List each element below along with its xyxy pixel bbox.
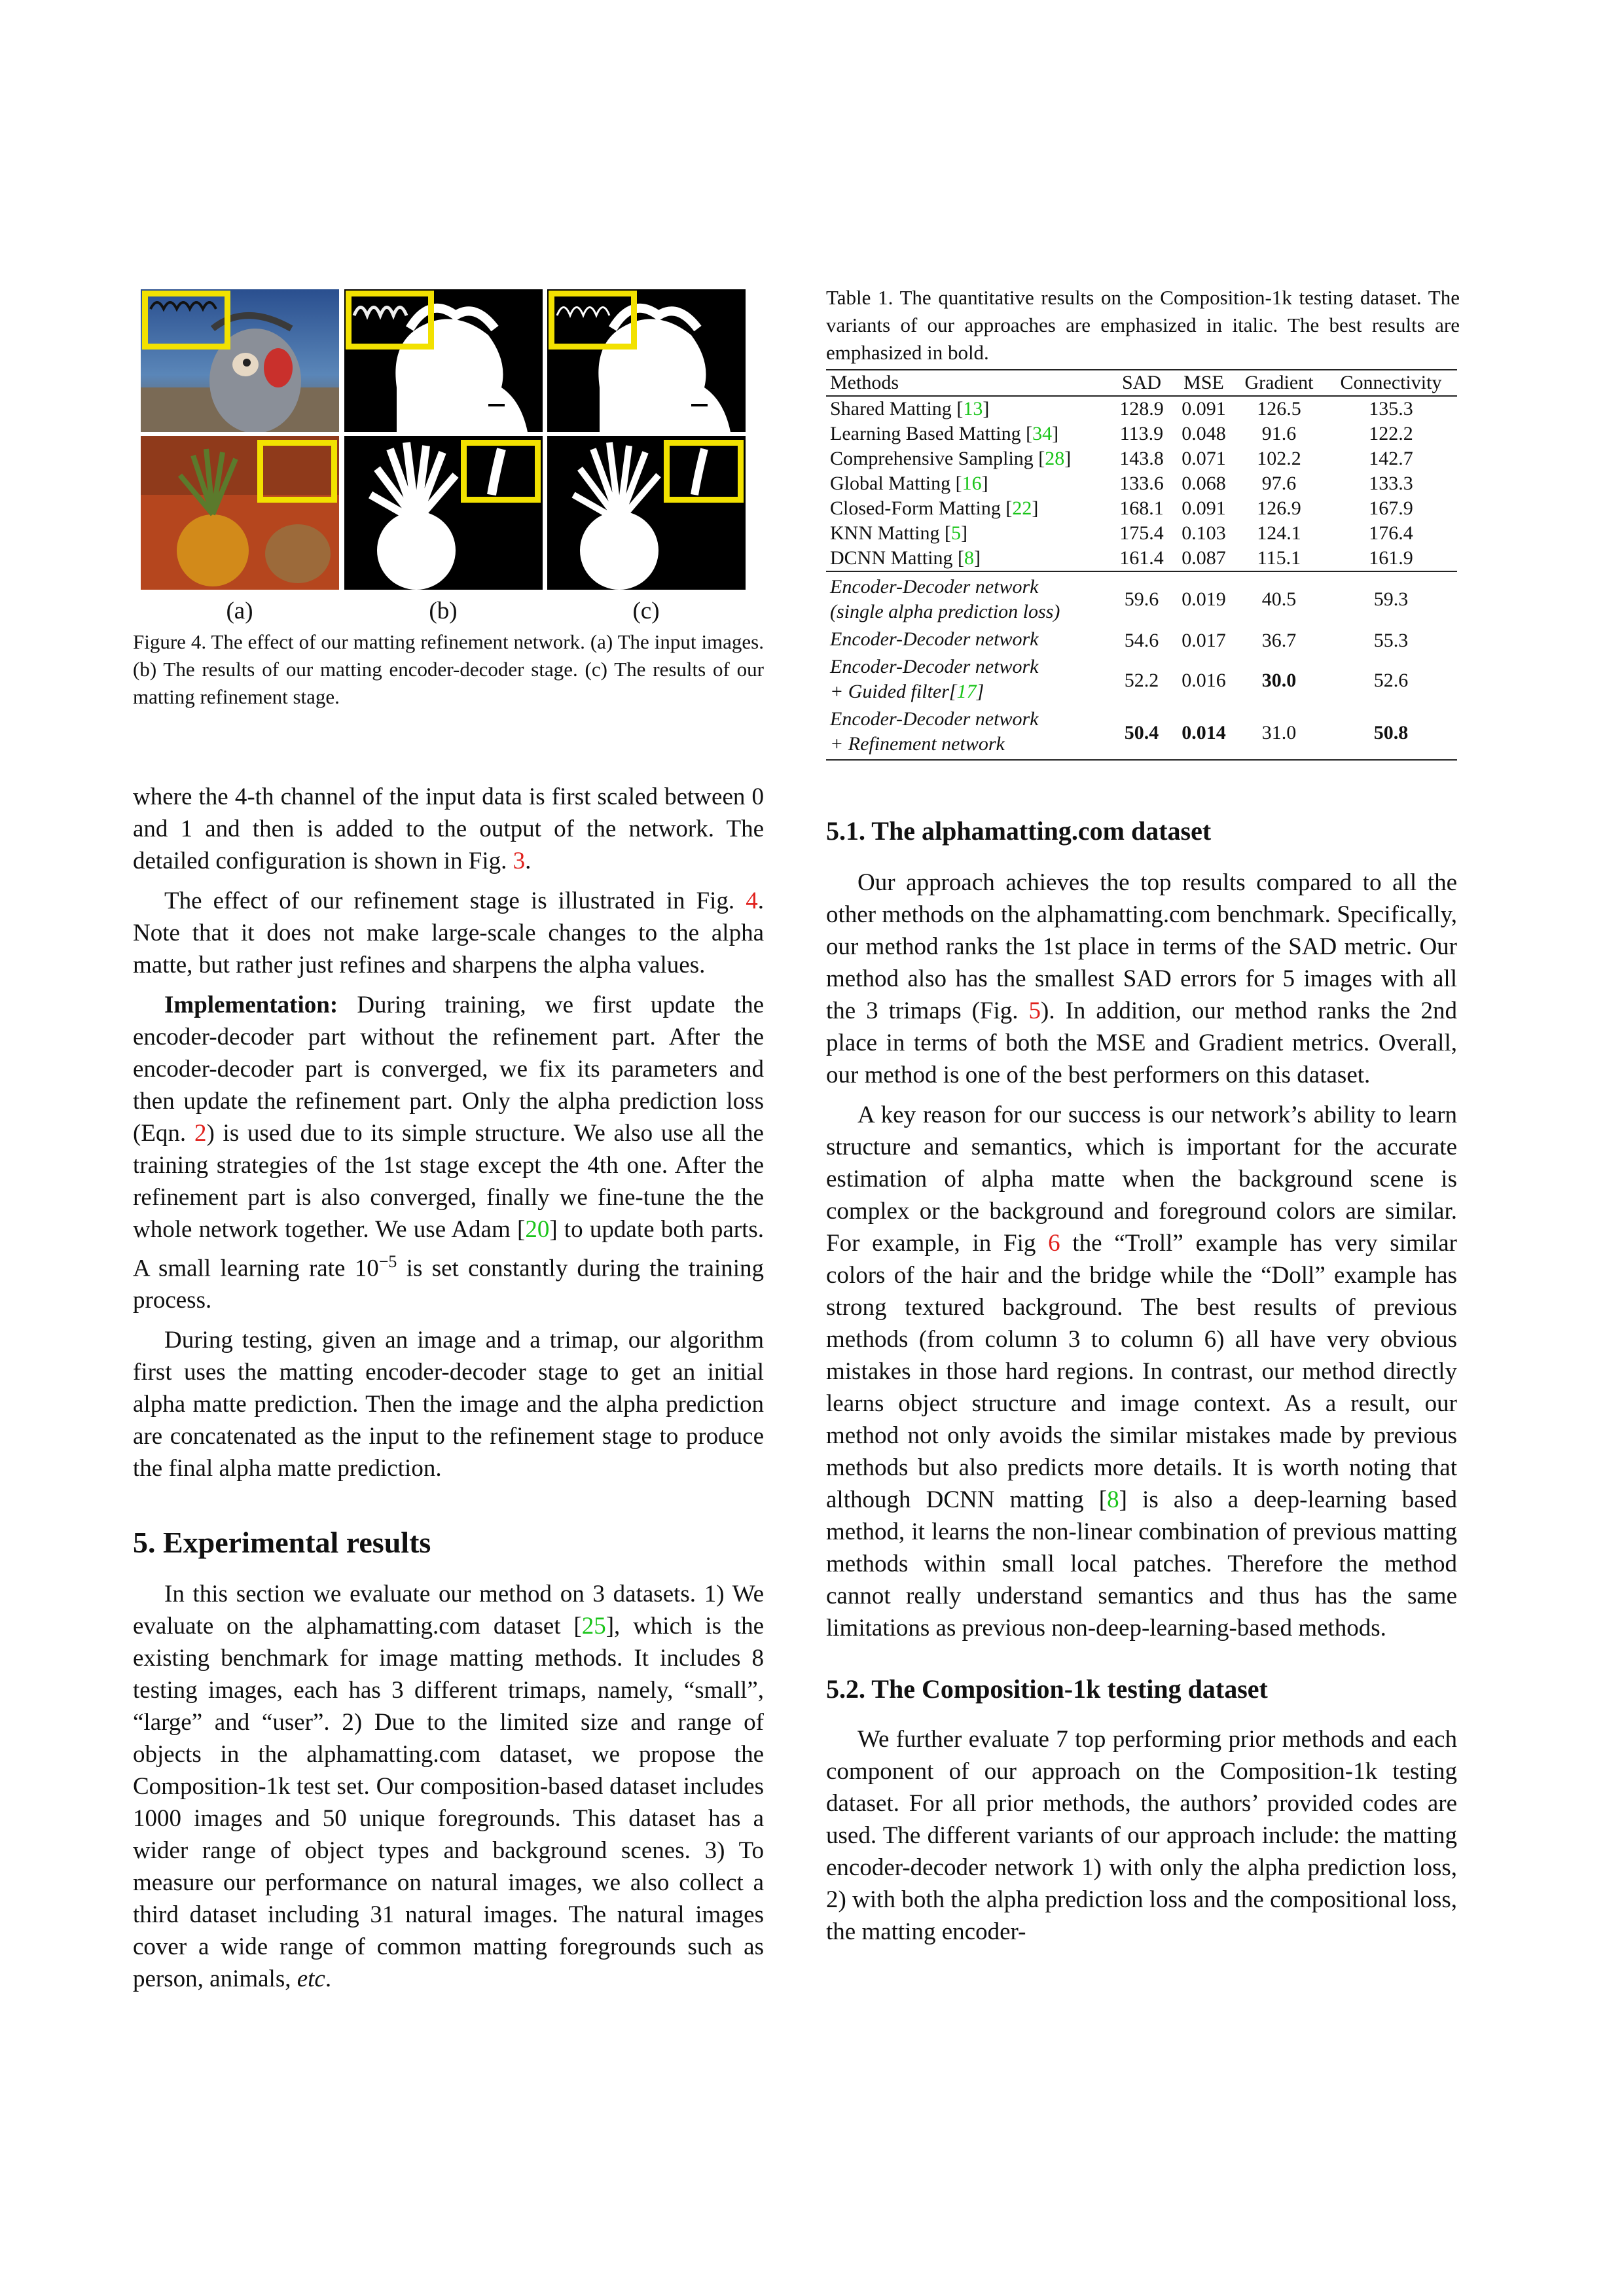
cell-mse: 0.091: [1182, 398, 1226, 420]
table-1-caption: Table 1. The quantitative results on the Composition-1k testing dataset. The variants of our approaches are emphasized in italic. The best results are emphasized in bold.: [826, 286, 1460, 364]
citation-link[interactable]: 8: [964, 547, 974, 569]
paragraph-heading: Implementation:: [164, 992, 338, 1018]
subsection-title: 5.2. The Composition-1k testing dataset: [826, 1674, 1268, 1704]
cell-gradient: 115.1: [1257, 547, 1301, 569]
cell-gradient-best: 30.0: [1261, 670, 1297, 691]
cell-mse: 0.103: [1182, 522, 1226, 544]
col-header: Connectivity: [1325, 370, 1457, 396]
paragraph: The effect of our refinement stage is illustrated in Fig. 4. Note that it does not make large-scale changes to the alpha matte, but rather just refines and sharpens the alpha values.: [133, 888, 764, 978]
citation-link[interactable]: 16: [962, 473, 982, 494]
paragraph: We further evaluate 7 top performing prior methods and each component of our approach on the Composition-1k testing dataset. For all prior methods, the authors’ provided codes are used. The different variants of our approach include: the matting encoder-decoder network 1) with only the alpha prediction loss, 2) with both the alpha prediction loss and the compositional loss, the matting encoder-: [826, 1726, 1457, 1945]
equation-ref-link[interactable]: 2: [194, 1120, 207, 1147]
cell-connectivity-best: 50.8: [1325, 707, 1457, 760]
figure-4b-pineapple-alpha: [344, 436, 543, 590]
cell-sad: 168.1: [1119, 497, 1164, 519]
cell-connectivity: 161.9: [1369, 547, 1413, 569]
variant-detail: (single alpha prediction loss): [830, 601, 1060, 622]
table-row-variant: [826, 627, 1457, 655]
zoom-box: [549, 291, 637, 350]
cell-mse: 0.016: [1182, 670, 1226, 691]
variant-name: Encoder-Decoder network: [830, 628, 1039, 650]
cell-mse: 0.019: [1174, 571, 1233, 627]
cell-mse: 0.068: [1182, 473, 1226, 494]
table-row-variant: [826, 707, 1457, 760]
paragraph: A key reason for our success is our network’s ability to learn structure and semantics, which is important for the accurate estimation of alpha matte when the background scene is complex or the background and foreground colors are similar. For example, in Fig 6 the “Troll” example has very similar colors of the hair and the bridge while the “Doll” example has strong textured background. The best results of previous methods (from column 3 to column 6) all have very obvious mistakes in those hard regions. In contrast, our method directly learns object structure and image context. As a result, our method not only avoids the similar mistakes made by previous methods but also predicts more details. It is worth noting that although DCNN matting [8] is also a deep-learning based method, it learns the non-linear combination of previous matting methods within small local patches. Therefore the method cannot really understand semantics and thus has the same limitations as previous non-deep-learning-based methods.: [826, 1102, 1457, 1641]
table-header-row: [826, 370, 1457, 396]
method-name: Learning Based Matting: [830, 423, 1021, 444]
cell-mse: 0.017: [1182, 630, 1226, 651]
zoom-box: [257, 440, 337, 503]
left-column: [133, 781, 764, 1995]
table-row: Global Matting [16] 133.6 0.068 97.6 133.3: [826, 471, 1457, 496]
table-1: [826, 284, 1460, 761]
cell-mse: 0.071: [1182, 448, 1226, 469]
cell-gradient: 36.7: [1261, 630, 1297, 651]
cell-sad: 143.8: [1119, 448, 1164, 469]
figure-4a-pineapple-input: [141, 436, 339, 590]
section-title: 5. Experimental results: [133, 1526, 431, 1560]
table-row: Shared Matting [13] 128.9 0.091 126.5 135.3: [826, 396, 1457, 422]
figure-4-caption: Figure 4. The effect of our matting refinement network. (a) The input images. (b) The results of our matting encoder-decoder stage. (c) The results of our matting refinement stage.: [133, 630, 764, 708]
table-row: DCNN Matting [8] 161.4 0.087 115.1 161.9: [826, 546, 1457, 571]
col-header: Methods: [826, 370, 1109, 396]
variant-name: Encoder-Decoder network: [830, 708, 1039, 730]
figure-4c-troll-refined: [547, 289, 746, 432]
col-header: MSE: [1174, 370, 1233, 396]
cell-gradient: 126.9: [1257, 497, 1301, 519]
cell-sad: 59.6: [1109, 571, 1174, 627]
table-1-grid: [826, 369, 1457, 761]
citation-link[interactable]: 8: [1107, 1486, 1119, 1513]
citation-link[interactable]: 34: [1032, 423, 1053, 444]
cell-mse-best: 0.014: [1174, 707, 1233, 760]
figure-4c-pineapple-refined: [547, 436, 746, 590]
zoom-box: [664, 440, 744, 503]
paragraph: Implementation: During training, we first update the encoder-decoder part without the refinement part. After the encoder-decoder part is converged, we fix its parameters and then update the refinement part. Only the alpha prediction loss (Eqn. 2) is used due to its simple structure. We also use all the training strategies of the 1st stage except the 4th one. After the refinement part is also converged, finally we fine-tune the the whole network together. We use Adam [20] to update both parts. A small learning rate $10^{-5}$ is set constantly during the training process.: [133, 992, 765, 1314]
cell-connectivity: 133.3: [1369, 473, 1413, 494]
method-name: Global Matting: [830, 473, 951, 494]
cell-connectivity: 135.3: [1369, 398, 1413, 420]
cell-sad: 113.9: [1119, 423, 1164, 444]
col-header: SAD: [1109, 370, 1174, 396]
zoom-box: [346, 291, 434, 350]
cell-sad: 161.4: [1119, 547, 1164, 569]
cell-gradient: 102.2: [1257, 448, 1301, 469]
citation-link[interactable]: 22: [1012, 497, 1032, 519]
figure-ref-link[interactable]: 6: [1048, 1230, 1060, 1257]
method-name: Closed-Form Matting: [830, 497, 1001, 519]
cell-gradient: 31.0: [1233, 707, 1325, 760]
variant-name: Encoder-Decoder network: [830, 656, 1039, 677]
cell-gradient: 124.1: [1257, 522, 1301, 544]
citation-link[interactable]: 17: [956, 681, 977, 702]
table-row-variant: [826, 571, 1457, 627]
subsection-title: 5.1. The alphamatting.com dataset: [826, 816, 1212, 846]
zoom-box: [142, 291, 230, 350]
cell-gradient: 97.6: [1261, 473, 1297, 494]
cell-connectivity: 176.4: [1369, 522, 1413, 544]
cell-mse: 0.087: [1182, 547, 1226, 569]
cell-sad: 175.4: [1119, 522, 1164, 544]
variant-detail: + Refinement network: [830, 733, 1005, 755]
citation-link[interactable]: 20: [525, 1216, 550, 1243]
method-name: Comprehensive Sampling: [830, 448, 1034, 469]
cell-mse: 0.048: [1182, 423, 1226, 444]
right-column: [826, 815, 1457, 1948]
figure-ref-link[interactable]: 4: [746, 888, 758, 914]
paragraph: Our approach achieves the top results compared to all the other methods on the alphamatting.com benchmark. Specifically, our method ranks the 1st place in terms of the SAD metric. Our method also has the smallest SAD errors for 5 images with all the 3 trimaps (Fig. 5). In addition, our method ranks the 2nd place in terms of both the MSE and Gradient metrics. Overall, our method is one of the best performers on this dataset.: [826, 869, 1457, 1088]
paragraph: During testing, given an image and a trimap, our algorithm first uses the matting encoder-decoder stage to get an initial alpha matte prediction. Then the image and the alpha prediction are concatenated as the input to the refinement stage to produce the final alpha matte prediction.: [133, 1327, 764, 1482]
citation-link[interactable]: 5: [951, 522, 961, 544]
citation-link[interactable]: 13: [963, 398, 983, 420]
cell-gradient: 126.5: [1257, 398, 1301, 420]
cell-sad: 133.6: [1119, 473, 1164, 494]
figure-4-label-a: (a): [226, 598, 253, 624]
citation-link[interactable]: 28: [1045, 448, 1065, 469]
cell-sad-best: 50.4: [1109, 707, 1174, 760]
cell-connectivity: 52.6: [1373, 670, 1409, 691]
col-header: Gradient: [1233, 370, 1325, 396]
variant-name: Encoder-Decoder network: [830, 576, 1039, 598]
paragraph: In this section we evaluate our method on 3 datasets. 1) We evaluate on the alphamatting.com dataset [25], which is the existing benchmark for image matting methods. It includes 8 testing images, each has 3 different trimaps, namely, “small”, “large” and “user”. 2) Due to the limited size and range of objects in the alphamatting.com dataset, we propose the Composition-1k test set. Our composition-based dataset includes 1000 images and 50 unique foregrounds. This dataset has a wider range of object types and background scenes. 3) To measure our performance on natural images, we also collect a third dataset including 31 natural images. The natural images cover a wide range of common matting foregrounds such as person, animals, etc.: [133, 1581, 764, 1993]
cell-gradient: 91.6: [1261, 423, 1297, 444]
figure-4a-troll-input: [141, 289, 339, 432]
cell-connectivity: 167.9: [1369, 497, 1413, 519]
paragraph: where the 4-th channel of the input data is first scaled between 0 and 1 and then is added to the output of the network. The detailed configuration is shown in Fig. 3.: [133, 783, 764, 874]
cell-gradient: 40.5: [1233, 571, 1325, 627]
cell-sad: 54.6: [1124, 630, 1159, 651]
figure-4-label-b: (b): [429, 598, 458, 624]
table-row-variant: Encoder-Decoder network + Guided filter[17] 52.2 0.016 30.0 52.6: [826, 655, 1457, 707]
figure-4-label-c: (c): [632, 598, 660, 624]
table-row: KNN Matting [5] 175.4 0.103 124.1 176.4: [826, 521, 1457, 546]
variant-detail: + Guided filter[: [830, 681, 957, 702]
table-row: Comprehensive Sampling [28] 143.8 0.071 102.2 142.7: [826, 446, 1457, 471]
cell-sad: 128.9: [1119, 398, 1164, 420]
cell-connectivity: 122.2: [1369, 423, 1413, 444]
citation-link[interactable]: 25: [581, 1613, 606, 1640]
figure-ref-link[interactable]: 5: [1028, 997, 1041, 1024]
table-row: Learning Based Matting [34] 113.9 0.048 91.6 122.2: [826, 422, 1457, 446]
zoom-box: [461, 440, 541, 503]
method-name: KNN Matting: [830, 522, 940, 544]
cell-mse: 0.091: [1182, 497, 1226, 519]
table-row: Closed-Form Matting [22] 168.1 0.091 126.9 167.9: [826, 496, 1457, 521]
method-name: DCNN Matting: [830, 547, 953, 569]
method-name: Shared Matting: [830, 398, 952, 420]
cell-connectivity: 59.3: [1325, 571, 1457, 627]
cell-connectivity: 142.7: [1369, 448, 1413, 469]
cell-connectivity: 55.3: [1373, 630, 1409, 651]
figure-ref-link[interactable]: 3: [513, 848, 526, 874]
figure-4b-troll-alpha: [344, 289, 543, 432]
cell-sad: 52.2: [1124, 670, 1159, 691]
